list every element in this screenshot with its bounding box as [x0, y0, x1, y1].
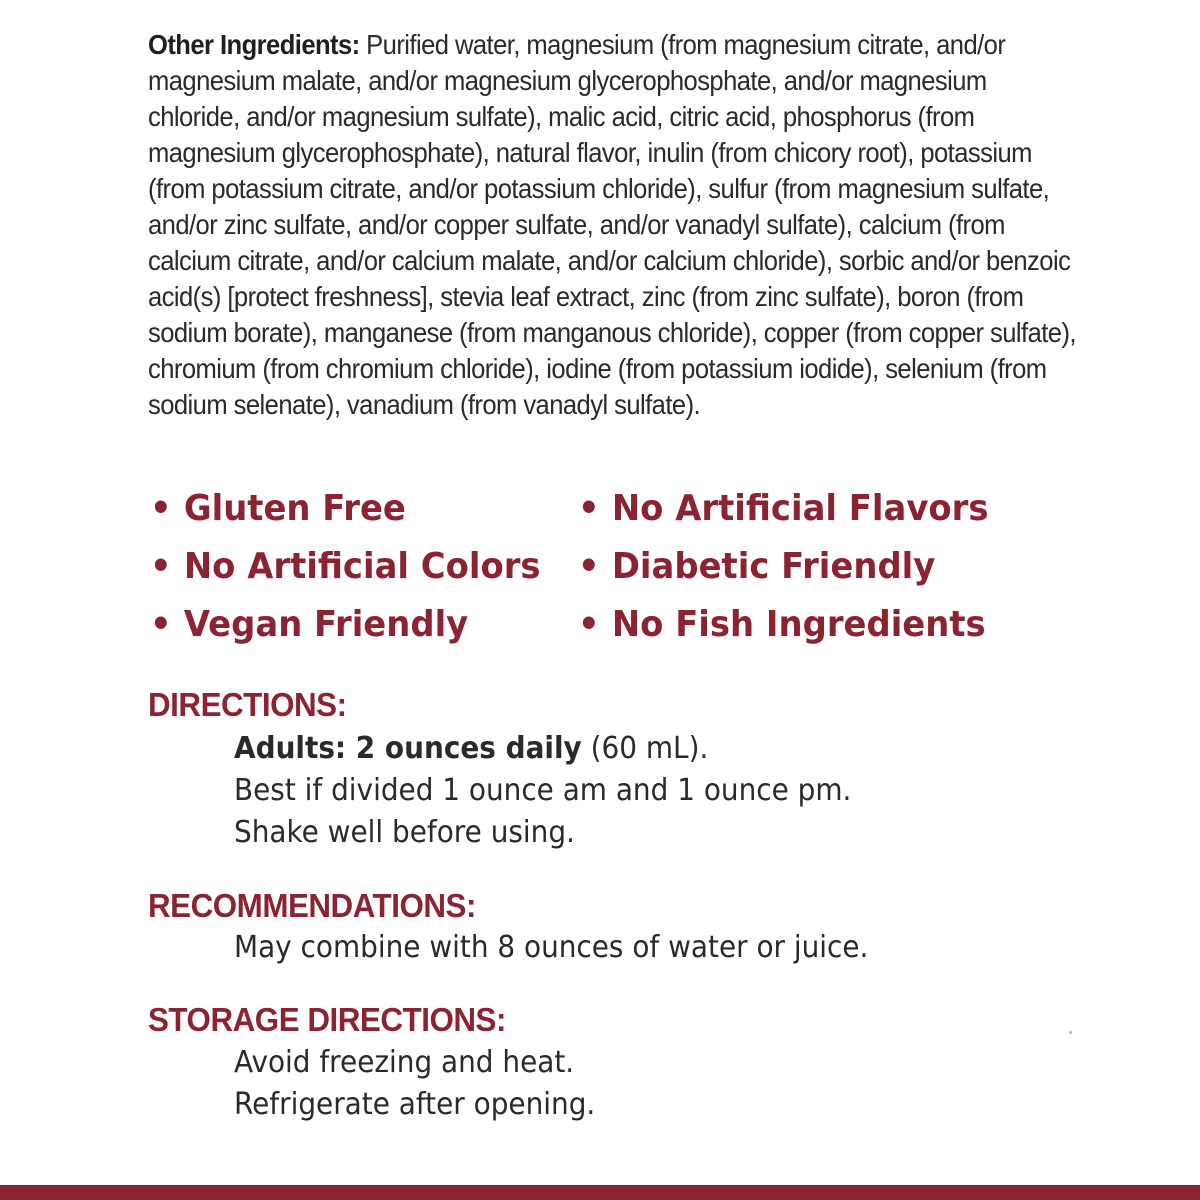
storage-line-2: Refrigerate after opening. — [234, 1087, 596, 1122]
claim-no-artificial-colors — [150, 546, 552, 588]
claim-label: Vegan Friendly — [183, 604, 469, 645]
claim-no-artificial-flavors — [578, 488, 1020, 530]
storage-directions-heading: STORAGE DIRECTIONS: — [148, 1001, 506, 1038]
directions-body — [234, 728, 851, 854]
claim-label: No Artificial Flavors — [611, 488, 989, 529]
bullet-icon: • — [150, 604, 172, 645]
other-ingredients-paragraph — [148, 27, 1078, 423]
product-claims-list — [150, 488, 1050, 646]
claim-vegan-friendly — [150, 604, 552, 646]
directions-heading: DIRECTIONS: — [148, 686, 347, 723]
directions-dose-bold: Adults: 2 ounces daily — [234, 731, 582, 766]
claim-label: No Artificial Colors — [183, 546, 541, 587]
storage-directions-body — [234, 1042, 595, 1126]
claim-diabetic-friendly — [578, 546, 1020, 588]
storage-line-1: Avoid freezing and heat. — [234, 1045, 575, 1080]
claim-label: No Fish Ingredients — [611, 604, 986, 645]
bullet-icon: • — [578, 546, 600, 587]
other-ingredients-label: Other Ingredients: — [148, 29, 360, 60]
bottom-accent-bar — [0, 1185, 1200, 1200]
speck-mark — [1069, 1031, 1072, 1034]
claim-label: Diabetic Friendly — [611, 546, 936, 587]
recommendations-body — [234, 927, 868, 969]
recommendations-heading: RECOMMENDATIONS: — [148, 887, 476, 924]
bullet-icon: • — [578, 488, 600, 529]
directions-line-2: Best if divided 1 ounce am and 1 ounce pm. — [234, 773, 852, 808]
other-ingredients-text: Purified water, magnesium (from magnesium citrate, and/or magnesium malate, and/or magnesium glycerophosphate, and/or magnesium chloride, and/or magnesium sulfate), malic acid, citric acid, phosphorus (from magnesium glycerophosphate), natural flavor, inulin (from chicory root), potassium (from potassium citrate, and/or potassium chloride), sulfur (from magnesium sulfate, and/or zinc sulfate, and/or copper sulfate, and/or vanadyl sulfate), calcium (from calcium citrate, and/or calcium malate, and/or calcium chloride), sorbic and/or benzoic acid(s) [protect freshness], stevia leaf extract, zinc (from zinc sulfate), boron (from sodium borate), manganese (from manganous chloride), copper (from copper sulfate), chromium (from chromium chloride), iodine (from potassium iodide), selenium (from sodium selenate), vanadium (from vanadyl sulfate). — [148, 29, 1076, 420]
claim-label: Gluten Free — [183, 488, 406, 529]
bullet-icon: • — [150, 546, 172, 587]
claim-gluten-free — [150, 488, 552, 530]
recommendations-line-1: May combine with 8 ounces of water or juice. — [234, 930, 869, 965]
directions-line-3: Shake well before using. — [234, 815, 575, 850]
directions-dose-rest: (60 mL). — [581, 731, 709, 766]
directions-dose-line — [234, 728, 851, 770]
bullet-icon: • — [578, 604, 600, 645]
claim-no-fish-ingredients — [578, 604, 1020, 646]
bullet-icon: • — [150, 488, 172, 529]
